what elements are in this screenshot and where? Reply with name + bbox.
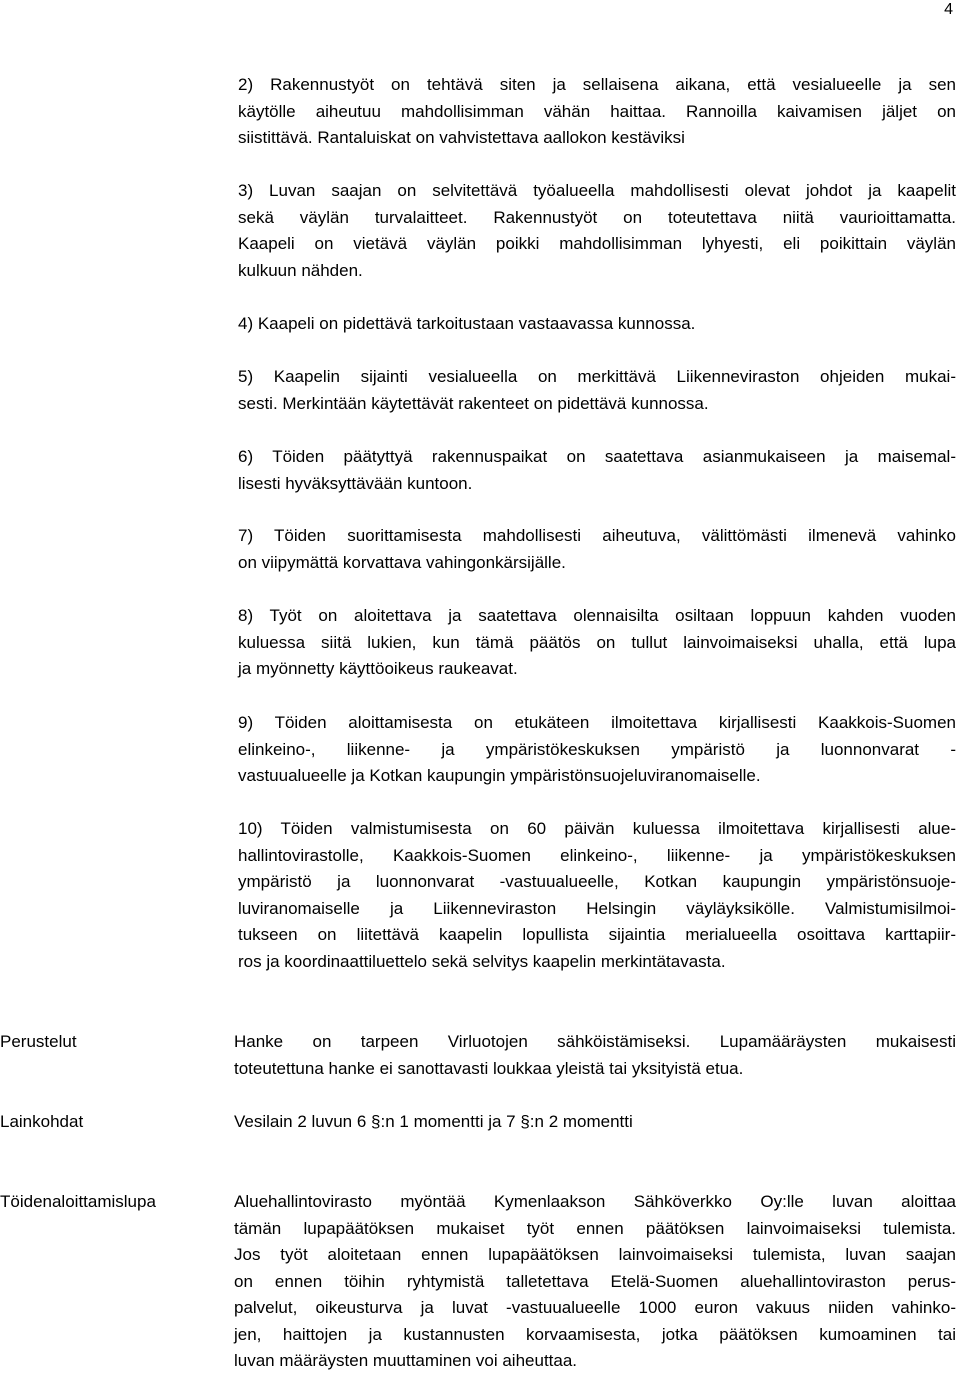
condition-9-paragraph [238,710,956,790]
section-body-toidenaloittamislupa [234,1189,956,1375]
condition-2-paragraph [238,72,956,152]
text-line: vastuualueelle ja Kotkan kaupungin ympäristönsuojeluviranomaiselle. [238,766,761,785]
text-line: on ennen töihin ryhtymistä talletettava Etelä-Suomen aluehallintoviraston perus- [234,1271,956,1291]
text-line: tukseen on liitettävä kaapelin lopullista sijaintia merialueella osoittava karttapiir- [238,925,956,944]
condition-4-paragraph [238,311,956,338]
text-line: ros ja koordinaattiluettelo sekä selvitys kaapelin merkintätavasta. [238,951,726,971]
text-line: jen, haittojen ja kustannusten korvaamisesta, jotka päätöksen kumoaminen tai [234,1324,956,1344]
text-line: elinkeino-, liikenne- ja ympäristökeskuksen ympäristö ja luonnonvarat - [238,739,956,759]
condition-3-paragraph [238,178,956,284]
text-line: kulkuun nähden. [238,260,363,280]
text-line: 6) Töiden päätyttyä rakennuspaikat on saatettava asianmukaiseen ja maisemal- [238,447,956,466]
section-body-perustelut [234,1029,956,1082]
text-line: Vesilain 2 luvun 6 §:n 1 momentti ja 7 §:n 2 momentti [234,1112,633,1131]
text-line: toteutettuna hanke ei sanottavasti loukkaa yleistä tai yksityistä etua. [234,1058,744,1078]
condition-5-paragraph [238,364,956,417]
text-line: luvan määräysten muuttaminen voi aiheuttaa. [234,1351,578,1370]
text-line: Jos työt aloitetaan ennen lupapäätöksen lainvoimaiseksi tulemista, luvan saajan [234,1245,956,1264]
text-line: ympäristö ja luonnonvarat -vastuualueelle, Kotkan kaupungin ympäristönsuoje- [238,872,956,891]
text-line: kuluessa siitä lukien, kun tämä päätös on tullut lainvoimaiseksi uhalla, että lupa [238,632,956,652]
text-line: 5) Kaapelin sijainti vesialueella on merkittävä Liikenneviraston ohjeiden mukai- [238,367,956,386]
condition-10-paragraph [238,816,956,975]
condition-6-paragraph [238,444,956,497]
text-line: 9) Töiden aloittamisesta on etukäteen ilmoitettava kirjallisesti Kaakkois-Suomen [238,713,956,732]
condition-7-paragraph [238,523,956,576]
section-heading-lainkohdat: Lainkohdat [0,1112,84,1131]
text-line: 7) Töiden suorittamisesta mahdollisesti aiheutuva, välittömästi ilmenevä vahinko [238,526,956,545]
text-line: 8) Työt on aloitettava ja saatettava olennaisilta osiltaan loppuun kahden vuoden [238,606,956,625]
text-line: Hanke on tarpeen Virluotojen sähköistämiseksi. Lupamääräysten mukaisesti [234,1032,956,1051]
text-line: Aluehallintovirasto myöntää Kymenlaakson Sähköverkko Oy:lle luvan aloittaa [234,1192,956,1211]
page-number: 4 [944,1,953,18]
section-body-lainkohdat [234,1109,956,1136]
text-line: siistittävä. Rantaluiskat on vahvistettava aallokon kestäviksi [238,128,685,147]
text-line: ja myönnetty käyttöoikeus raukeavat. [238,659,518,678]
text-line: käytölle aiheutuu mahdollisimman vähän haittaa. Rannoilla kaivamisen jäljet on [238,101,956,121]
text-line: 4) Kaapeli on pidettävä tarkoitustaan vastaavassa kunnossa. [238,314,696,333]
section-heading-toidenaloittamislupa: Töidenaloittamislupa [0,1192,156,1211]
text-line: 3) Luvan saajan on selvitettävä työalueella mahdollisesti olevat johdot ja kaapelit [238,181,956,200]
text-line: sesti. Merkintään käytettävät rakenteet on pidettävä kunnossa. [238,393,709,413]
text-line: luviranomaiselle ja Liikenneviraston Helsingin väyläyksikölle. Valmistumisilmoi- [238,898,956,918]
text-line: lisesti hyväksyttävään kuntoon. [238,473,473,493]
condition-8-paragraph [238,603,956,683]
text-line: hallintovirastolle, Kaakkois-Suomen elinkeino-, liikenne- ja ympäristökeskuksen [238,845,956,865]
section-heading-perustelut: Perustelut [0,1032,77,1051]
text-line: sekä väylän turvalaitteet. Rakennustyöt on toteutettava niitä vaurioittamatta. [238,207,956,227]
text-line: 10) Töiden valmistumisesta on 60 päivän kuluessa ilmoitettava kirjallisesti alue- [238,819,956,838]
text-line: Kaapeli on vietävä väylän poikki mahdollisimman lyhyesti, eli poikittain väylän [238,234,956,253]
text-line: 2) Rakennustyöt on tehtävä siten ja sellaisena aikana, että vesialueelle ja sen [238,75,956,94]
text-line: on viipymättä korvattava vahingonkärsijälle. [238,552,566,572]
text-line: tämän lupapäätöksen mukaiset työt ennen päätöksen lainvoimaiseksi tulemista. [234,1218,956,1238]
text-line: palvelut, oikeusturva ja luvat -vastuualueelle 1000 euron vakuus niiden vahinko- [234,1298,956,1317]
